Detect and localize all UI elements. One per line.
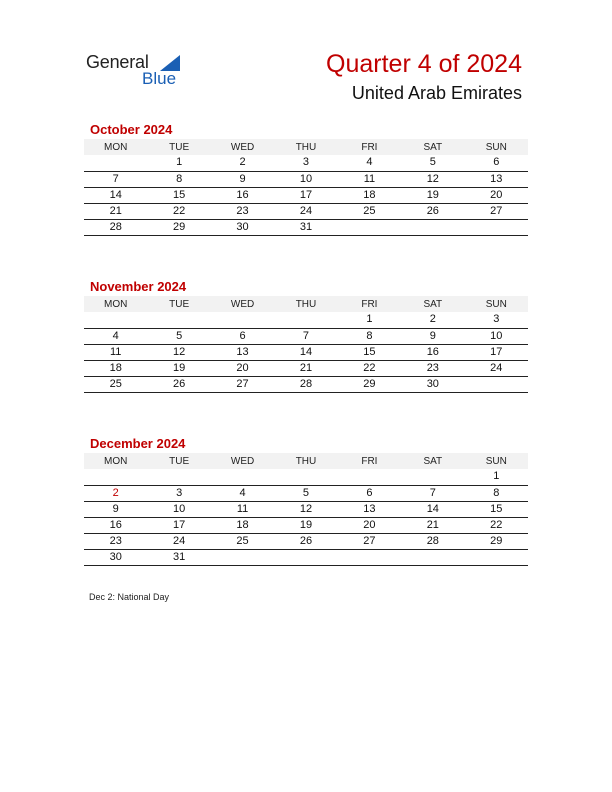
day-cell [338, 469, 401, 485]
day-cell: 15 [465, 501, 528, 517]
day-cell [84, 469, 147, 485]
weekday-header: TUE [147, 296, 210, 312]
day-cell [465, 376, 528, 392]
weekday-header: MON [84, 453, 147, 469]
day-cell: 20 [211, 360, 274, 376]
weekday-header: SAT [401, 296, 464, 312]
day-cell: 28 [401, 533, 464, 549]
day-cell: 13 [465, 171, 528, 187]
day-cell [465, 549, 528, 565]
day-cell: 21 [401, 517, 464, 533]
day-cell: 30 [401, 376, 464, 392]
day-cell: 14 [401, 501, 464, 517]
day-cell: 29 [465, 533, 528, 549]
day-cell: 11 [84, 344, 147, 360]
day-cell: 12 [274, 501, 337, 517]
weekday-header: WED [211, 296, 274, 312]
day-cell: 22 [338, 360, 401, 376]
day-cell: 1 [147, 155, 210, 171]
day-cell: 19 [147, 360, 210, 376]
week-row [84, 533, 528, 549]
day-cell: 6 [338, 485, 401, 501]
day-cell: 30 [84, 549, 147, 565]
day-cell [338, 549, 401, 565]
day-cell: 15 [338, 344, 401, 360]
day-cell: 23 [401, 360, 464, 376]
calendar-table [84, 453, 528, 566]
day-cell: 26 [401, 203, 464, 219]
day-cell: 13 [338, 501, 401, 517]
weekday-header: FRI [338, 453, 401, 469]
logo-text-general: General [86, 52, 149, 72]
day-cell: 18 [211, 517, 274, 533]
day-cell: 8 [338, 328, 401, 344]
day-cell: 3 [465, 312, 528, 328]
week-row [84, 549, 528, 565]
day-cell: 20 [338, 517, 401, 533]
day-cell: 7 [84, 171, 147, 187]
day-cell: 2 [401, 312, 464, 328]
day-cell [274, 549, 337, 565]
day-cell: 5 [147, 328, 210, 344]
day-cell: 5 [274, 485, 337, 501]
week-row [84, 344, 528, 360]
week-row [84, 517, 528, 533]
day-cell: 12 [401, 171, 464, 187]
day-cell [147, 312, 210, 328]
week-row [84, 501, 528, 517]
day-cell: 11 [211, 501, 274, 517]
weekday-header: SAT [401, 453, 464, 469]
week-row [84, 312, 528, 328]
weekday-header-row [84, 296, 528, 312]
day-cell: 23 [211, 203, 274, 219]
day-cell: 27 [465, 203, 528, 219]
weekday-header: THU [274, 139, 337, 155]
day-cell: 9 [401, 328, 464, 344]
day-cell [401, 549, 464, 565]
day-cell [274, 469, 337, 485]
day-cell: 20 [465, 187, 528, 203]
day-cell: 1 [465, 469, 528, 485]
weekday-header: SUN [465, 296, 528, 312]
day-cell: 10 [147, 501, 210, 517]
day-cell: 28 [84, 219, 147, 235]
month-title: December 2024 [90, 436, 186, 451]
month-october [84, 122, 528, 236]
day-cell: 9 [84, 501, 147, 517]
day-cell: 3 [147, 485, 210, 501]
day-cell: 4 [338, 155, 401, 171]
day-cell: 10 [465, 328, 528, 344]
day-cell: 5 [401, 155, 464, 171]
day-cell [465, 219, 528, 235]
day-cell: 18 [338, 187, 401, 203]
day-cell: 28 [274, 376, 337, 392]
day-cell: 15 [147, 187, 210, 203]
day-cell: 7 [401, 485, 464, 501]
day-cell: 8 [147, 171, 210, 187]
weekday-header: WED [211, 139, 274, 155]
week-row [84, 155, 528, 171]
day-cell: 16 [211, 187, 274, 203]
day-cell: 2 [211, 155, 274, 171]
day-cell: 16 [84, 517, 147, 533]
week-row [84, 219, 528, 235]
calendar-table [84, 139, 528, 236]
weekday-header-row [84, 453, 528, 469]
day-cell: 26 [274, 533, 337, 549]
day-cell: 25 [211, 533, 274, 549]
week-row [84, 485, 528, 501]
weekday-header: THU [274, 296, 337, 312]
weekday-header-row [84, 139, 528, 155]
day-cell: 19 [274, 517, 337, 533]
day-cell: 17 [147, 517, 210, 533]
day-cell: 19 [401, 187, 464, 203]
day-cell [211, 469, 274, 485]
week-row [84, 328, 528, 344]
weekday-header: MON [84, 296, 147, 312]
day-cell: 22 [147, 203, 210, 219]
day-cell: 24 [465, 360, 528, 376]
day-cell: 10 [274, 171, 337, 187]
day-cell: 25 [338, 203, 401, 219]
week-row [84, 376, 528, 392]
weekday-header: FRI [338, 139, 401, 155]
week-row [84, 203, 528, 219]
weekday-header: THU [274, 453, 337, 469]
calendar-table [84, 296, 528, 393]
day-cell [274, 312, 337, 328]
day-cell: 16 [401, 344, 464, 360]
day-cell: 27 [338, 533, 401, 549]
day-cell: 4 [211, 485, 274, 501]
day-cell [401, 469, 464, 485]
day-cell [401, 219, 464, 235]
day-cell [211, 312, 274, 328]
day-cell: 14 [274, 344, 337, 360]
day-cell: 9 [211, 171, 274, 187]
day-cell: 11 [338, 171, 401, 187]
week-row [84, 187, 528, 203]
day-cell: 17 [465, 344, 528, 360]
day-cell [147, 469, 210, 485]
day-cell [84, 155, 147, 171]
day-cell: 7 [274, 328, 337, 344]
day-cell: 26 [147, 376, 210, 392]
day-cell: 30 [211, 219, 274, 235]
day-cell: 31 [274, 219, 337, 235]
week-row [84, 360, 528, 376]
page-title: Quarter 4 of 2024 [326, 50, 522, 78]
day-cell: 3 [274, 155, 337, 171]
general-blue-logo [86, 52, 196, 92]
day-cell: 25 [84, 376, 147, 392]
weekday-header: SUN [465, 453, 528, 469]
day-cell: 1 [338, 312, 401, 328]
month-title: October 2024 [90, 122, 173, 137]
page-subtitle: United Arab Emirates [351, 83, 522, 103]
week-row [84, 171, 528, 187]
day-cell [211, 549, 274, 565]
day-cell: 27 [211, 376, 274, 392]
day-cell: 8 [465, 485, 528, 501]
weekday-header: FRI [338, 296, 401, 312]
month-title: November 2024 [90, 279, 187, 294]
day-cell [338, 219, 401, 235]
weekday-header: SUN [465, 139, 528, 155]
day-cell: 24 [274, 203, 337, 219]
day-cell: 17 [274, 187, 337, 203]
day-cell: 21 [274, 360, 337, 376]
day-cell: 23 [84, 533, 147, 549]
day-cell: 18 [84, 360, 147, 376]
logo-text-blue: Blue [142, 69, 177, 88]
month-november [84, 279, 528, 393]
weekday-header: WED [211, 453, 274, 469]
day-cell: 6 [465, 155, 528, 171]
day-cell: 2 [84, 485, 147, 501]
weekday-header: TUE [147, 139, 210, 155]
day-cell: 29 [338, 376, 401, 392]
day-cell: 22 [465, 517, 528, 533]
day-cell: 29 [147, 219, 210, 235]
weekday-header: TUE [147, 453, 210, 469]
month-december [84, 436, 528, 566]
day-cell: 24 [147, 533, 210, 549]
day-cell: 12 [147, 344, 210, 360]
day-cell: 21 [84, 203, 147, 219]
day-cell: 6 [211, 328, 274, 344]
week-row [84, 469, 528, 485]
day-cell: 14 [84, 187, 147, 203]
day-cell: 31 [147, 549, 210, 565]
weekday-header: SAT [401, 139, 464, 155]
day-cell: 13 [211, 344, 274, 360]
day-cell: 4 [84, 328, 147, 344]
day-cell [84, 312, 147, 328]
weekday-header: MON [84, 139, 147, 155]
holiday-note: Dec 2: National Day [89, 592, 170, 602]
